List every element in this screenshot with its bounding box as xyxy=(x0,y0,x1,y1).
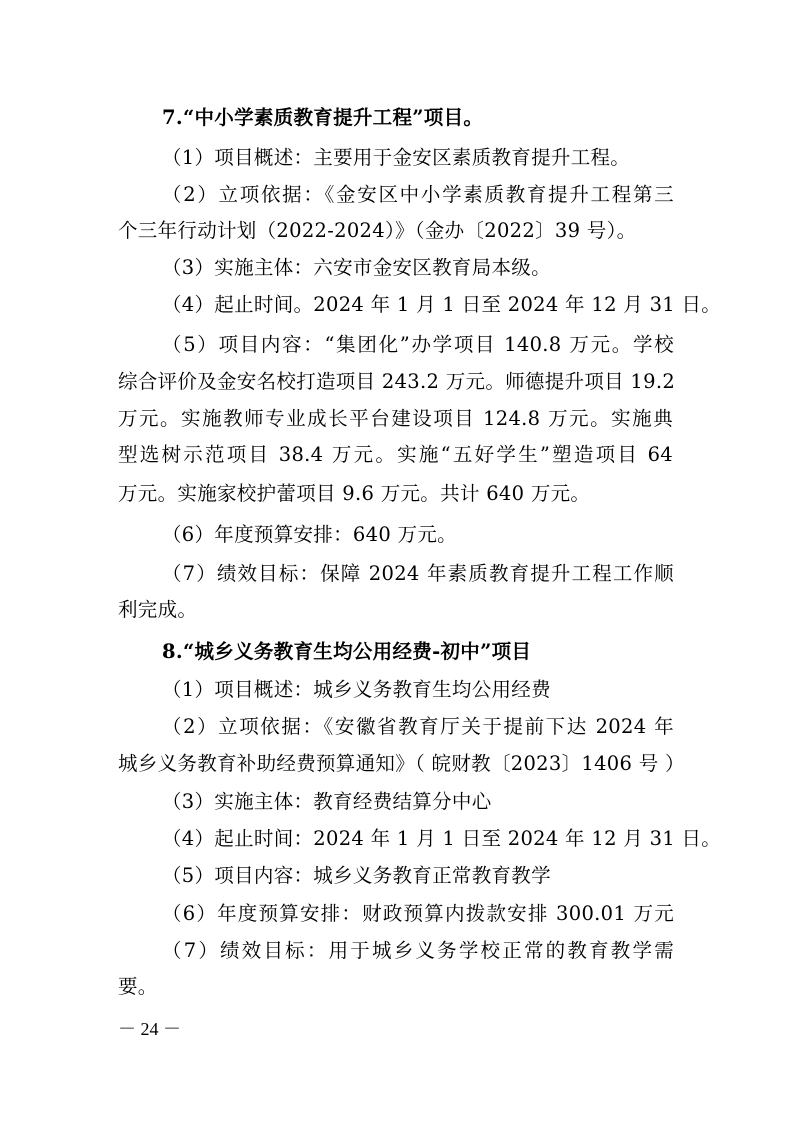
section-7-line-5: （4）起止时间。2024 年 1 月 1 日至 2024 年 12 月 31 日。 xyxy=(162,293,722,316)
section-7-line-4: （3）实施主体：六安市金安区教育局本级。 xyxy=(162,256,551,279)
section-7-line-10: 万元。实施家校护蕾项目 9.6 万元。共计 640 万元。 xyxy=(118,482,591,505)
section-7-line-6: （5）项目内容：“集团化”办学项目 140.8 万元。学校 xyxy=(162,333,674,356)
section-7-heading: 7.“中小学素质教育提升工程”项目。 xyxy=(162,106,484,129)
page-number: － 24 － xyxy=(118,1019,181,1039)
section-8-line-1: （1）项目概述：城乡义务教育生均公用经费 xyxy=(162,678,551,701)
section-8-line-4: （3）实施主体：教育经费结算分中心 xyxy=(162,790,492,813)
section-7-line-8: 万元。实施教师专业成长平台建设项目 124.8 万元。实施典 xyxy=(118,407,673,430)
section-7-line-11: （6）年度预算安排：640 万元。 xyxy=(162,523,457,546)
section-8-line-5: （4）起止时间：2024 年 1 月 1 日至 2024 年 12 月 31 日。 xyxy=(162,827,722,850)
section-8-line-6: （5）项目内容：城乡义务教育正常教育教学 xyxy=(162,864,551,887)
section-7-line-3: 个三年行动计划（2022-2024）》（金办〔2022〕39 号）。 xyxy=(118,219,637,242)
section-8-heading: 8.“城乡义务教育生均公用经费-初中”项目 xyxy=(162,640,532,663)
section-8-line-8: （7）绩效目标：用于城乡义务学校正常的教育教学需 xyxy=(162,939,674,962)
section-7-line-12: （7）绩效目标：保障 2024 年素质教育提升工程工作顺 xyxy=(162,562,674,585)
section-8-line-9: 要。 xyxy=(118,975,158,998)
section-7-line-13: 利完成。 xyxy=(118,598,198,621)
section-7-line-9: 型选树示范项目 38.4 万元。实施“五好学生”塑造项目 64 xyxy=(118,443,673,466)
section-8-line-2: （2）立项依据：《安徽省教育厅关于提前下达 2024 年 xyxy=(162,715,674,738)
section-7-line-7: 综合评价及金安名校打造项目 243.2 万元。师德提升项目 19.2 xyxy=(118,370,676,393)
section-7-line-2: （2）立项依据：《金安区中小学素质教育提升工程第三 xyxy=(162,183,674,206)
section-7-line-1: （1）项目概述：主要用于金安区素质教育提升工程。 xyxy=(162,146,631,169)
section-8-line-3: 城乡义务教育补助经费预算通知》（ 皖财教〔2023〕1406 号 ） xyxy=(118,752,685,775)
section-8-line-7: （6）年度预算安排：财政预算内拨款安排 300.01 万元 xyxy=(162,902,674,925)
